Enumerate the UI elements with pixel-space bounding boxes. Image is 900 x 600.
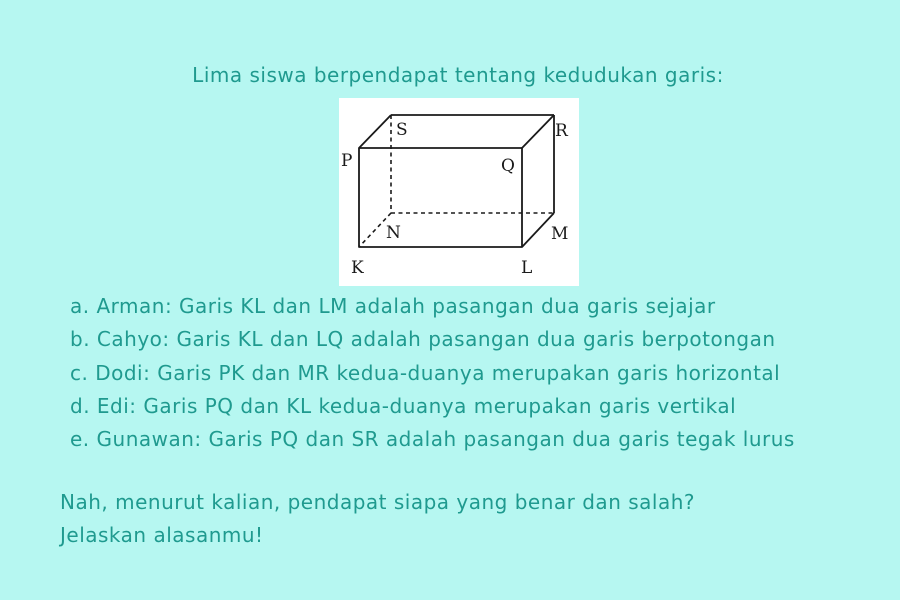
question-line: Nah, menurut kalian, pendapat siapa yang benar dan salah? bbox=[60, 490, 696, 514]
opinion-text: Arman: Garis KL dan LM adalah pasangan dua garis sejajar bbox=[96, 294, 716, 318]
opinion-letter: c. bbox=[70, 360, 89, 385]
question-line: Jelaskan alasanmu! bbox=[60, 523, 264, 548]
opinion-letter: e. bbox=[70, 427, 90, 452]
vertex-label-s: S bbox=[396, 120, 408, 140]
intro-text: Lima siswa berpendapat tentang kedudukan garis: bbox=[192, 63, 724, 87]
opinion-text: Edi: Garis PQ dan KL kedua-duanya merupakan garis vertikal bbox=[96, 393, 737, 418]
opinion-item bbox=[70, 290, 795, 323]
opinion-item bbox=[70, 323, 795, 356]
opinion-letter: a. bbox=[70, 294, 90, 318]
opinion-text: Cahyo: Garis KL dan LQ adalah pasangan dua garis berpotongan bbox=[96, 327, 776, 352]
cuboid-diagram bbox=[339, 98, 579, 286]
edge-ps bbox=[359, 115, 391, 148]
front-face bbox=[359, 148, 522, 247]
opinion-text: Dodi: Garis PK dan MR kedua-duanya merupakan garis horizontal bbox=[95, 360, 781, 385]
opinion-text: Gunawan: Garis PQ dan SR adalah pasangan dua garis tegak lurus bbox=[96, 427, 795, 452]
opinion-list bbox=[70, 290, 795, 456]
vertex-label-l: L bbox=[521, 258, 533, 278]
vertex-label-n: N bbox=[386, 223, 401, 243]
edge-rq bbox=[522, 115, 554, 148]
opinion-letter: b. bbox=[70, 327, 91, 352]
edge-ml bbox=[522, 213, 554, 247]
opinion-letter: d. bbox=[70, 393, 91, 418]
vertex-label-q: Q bbox=[501, 156, 515, 176]
opinion-item bbox=[70, 357, 795, 390]
question-block bbox=[60, 486, 695, 553]
vertex-label-p: P bbox=[341, 151, 353, 171]
opinion-item bbox=[70, 390, 795, 423]
cuboid-figure bbox=[339, 98, 579, 286]
vertex-label-k: K bbox=[351, 258, 364, 278]
vertex-label-r: R bbox=[555, 121, 568, 141]
vertex-label-m: M bbox=[551, 224, 569, 244]
opinion-item bbox=[70, 423, 795, 456]
